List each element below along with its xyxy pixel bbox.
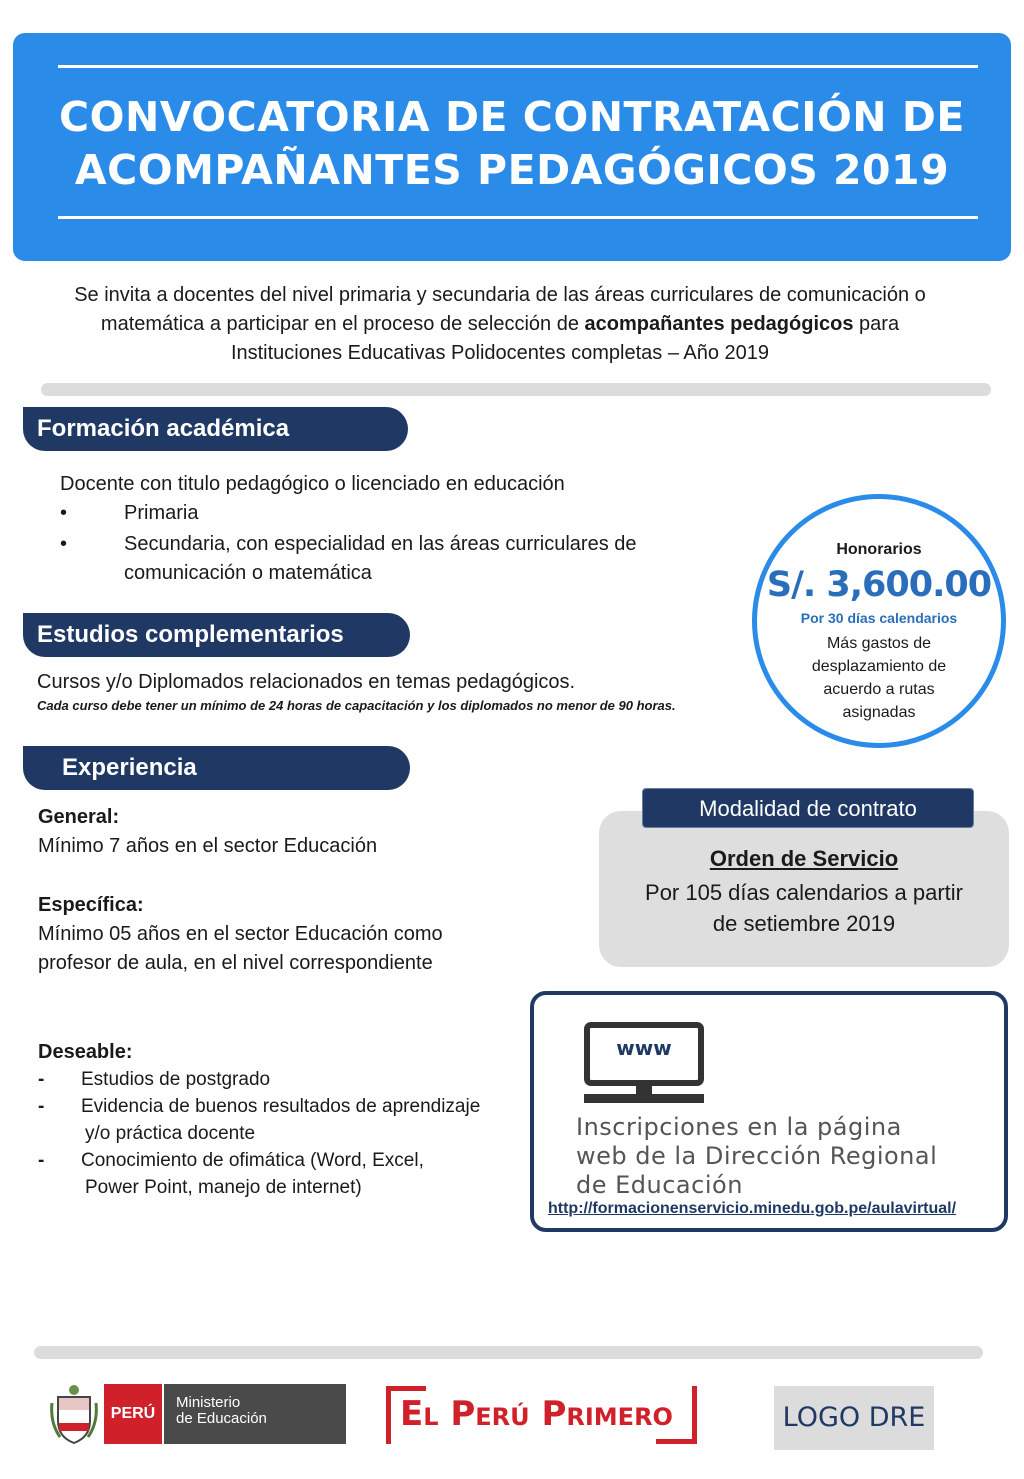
honorarios-extra-2: desplazamiento de [811, 658, 947, 675]
honorarios-period: Por 30 días calendarios [800, 610, 958, 626]
logo-dre: LOGO DRE [774, 1386, 934, 1450]
slogan-text: El Perú Primero [400, 1394, 673, 1434]
modalidad-line-2: de setiembre 2019 [712, 911, 896, 936]
deseable-item-3-line-1: Conocimiento de ofimática (Word, Excel, [81, 1150, 424, 1171]
deseable-item-1: Estudios de postgrado [81, 1069, 271, 1090]
title-line-2: ACOMPAÑANTES PEDAGÓGICOS 2019 [74, 146, 950, 194]
slogan-bracket-right [692, 1386, 697, 1444]
deseable-item-2-line-2: y/o práctica docente [85, 1123, 256, 1144]
honorarios-amount: S/. 3,600.00 [766, 565, 992, 605]
ministerio-line-2: de Educación [176, 1410, 267, 1427]
www-label: www [616, 1036, 672, 1060]
honorarios-extra-1: Más gastos de [826, 635, 932, 652]
bullet: • [60, 502, 68, 524]
title-line-1: CONVOCATORIA DE CONTRATACIÓN DE [59, 93, 965, 141]
formacion-lead: Docente con titulo pedagógico o licenciado en educación [60, 473, 565, 495]
formacion-item-1-text: Primaria [124, 502, 199, 524]
divider-bottom [34, 1346, 983, 1359]
inscripciones-line-1: Inscripciones en la página [576, 1113, 902, 1141]
inscripciones-line-3: de Educación [576, 1171, 743, 1199]
honorarios-extra [757, 632, 1001, 724]
estudios-note: Cada curso debe tener un mínimo de 24 horas de capacitación y los diplomados no menor de 90 horas. [37, 698, 676, 713]
divider-top [41, 383, 991, 396]
ministerio-line-1: Ministerio [176, 1394, 241, 1411]
ministerio-logo [164, 1384, 346, 1444]
modalidad-text [599, 877, 1009, 939]
slogan-bracket-bottom [656, 1439, 697, 1444]
formacion-item-2-line-2: comunicación o matemática [124, 562, 372, 584]
el-peru-primero-logo [386, 1386, 698, 1444]
deseable-label: Deseable: [38, 1041, 133, 1063]
especifica-label: Específica: [38, 894, 144, 916]
deseable-item-3-line-2: Power Point, manejo de internet) [85, 1177, 362, 1198]
inscripciones-box [530, 991, 1008, 1232]
intro-text-1: Se invita a docentes del nivel primaria y secundaria de las áreas curriculares de comunicación o matemática a participar en el proceso de selección de [74, 284, 926, 335]
dash-bullet: - [38, 1096, 45, 1117]
modalidad-title: Orden de Servicio [709, 846, 899, 871]
bullet: • [60, 533, 68, 555]
intro-paragraph [60, 281, 940, 368]
especifica-line-1: Mínimo 05 años en el sector Educación como [38, 923, 443, 945]
deseable-item-2-line-1: Evidencia de buenos resultados de aprendizaje [81, 1096, 481, 1117]
deseable-list [38, 1066, 528, 1206]
honorarios-extra-4: asignadas [842, 704, 916, 721]
slogan-bracket-top [386, 1386, 426, 1391]
dash-bullet: - [38, 1069, 45, 1090]
honorarios-circle [752, 494, 1006, 748]
slogan-bracket-left [386, 1386, 391, 1444]
honorarios-extra-3: acuerdo a rutas [823, 681, 935, 698]
intro-text-2: para Instituciones Educativas Polidocentes completas – Año 2019 [230, 313, 900, 364]
experiencia-heading: Experiencia [23, 746, 410, 790]
formacion-heading: Formación académica [23, 407, 408, 451]
header-top-rule [58, 65, 978, 68]
formacion-item-secundaria [60, 530, 750, 588]
header-bottom-rule [58, 216, 978, 219]
estudios-text: Cursos y/o Diplomados relacionados en temas pedagógicos. [37, 671, 576, 693]
modalidad-tab: Modalidad de contrato [642, 788, 974, 828]
dash-bullet: - [38, 1150, 45, 1171]
formacion-item-primaria [60, 499, 740, 528]
intro-text-bold: acompañantes pedagógicos [584, 313, 854, 335]
header-banner [13, 33, 1011, 261]
formacion-item-2-line-1: Secundaria, con especialidad en las áreas curriculares de [124, 533, 637, 555]
modalidad-box [599, 811, 1009, 967]
computer-monitor-icon [584, 1022, 704, 1104]
estudios-heading: Estudios complementarios [23, 613, 410, 657]
peru-logo: PERÚ [104, 1384, 162, 1444]
inscripciones-text [576, 1113, 937, 1200]
general-label: General: [38, 806, 120, 828]
honorarios-label: Honorarios [836, 541, 922, 558]
inscripciones-link[interactable]: http://formacionenservicio.minedu.gob.pe/aulavirtual/ [548, 1200, 957, 1217]
modalidad-line-1: Por 105 días calendarios a partir [645, 880, 963, 905]
general-text: Mínimo 7 años en el sector Educación [38, 835, 378, 857]
especifica-line-2: profesor de aula, en el nivel correspondiente [38, 952, 433, 974]
peru-coat-of-arms-icon [50, 1383, 98, 1445]
inscripciones-line-2: web de la Dirección Regional [576, 1142, 938, 1170]
